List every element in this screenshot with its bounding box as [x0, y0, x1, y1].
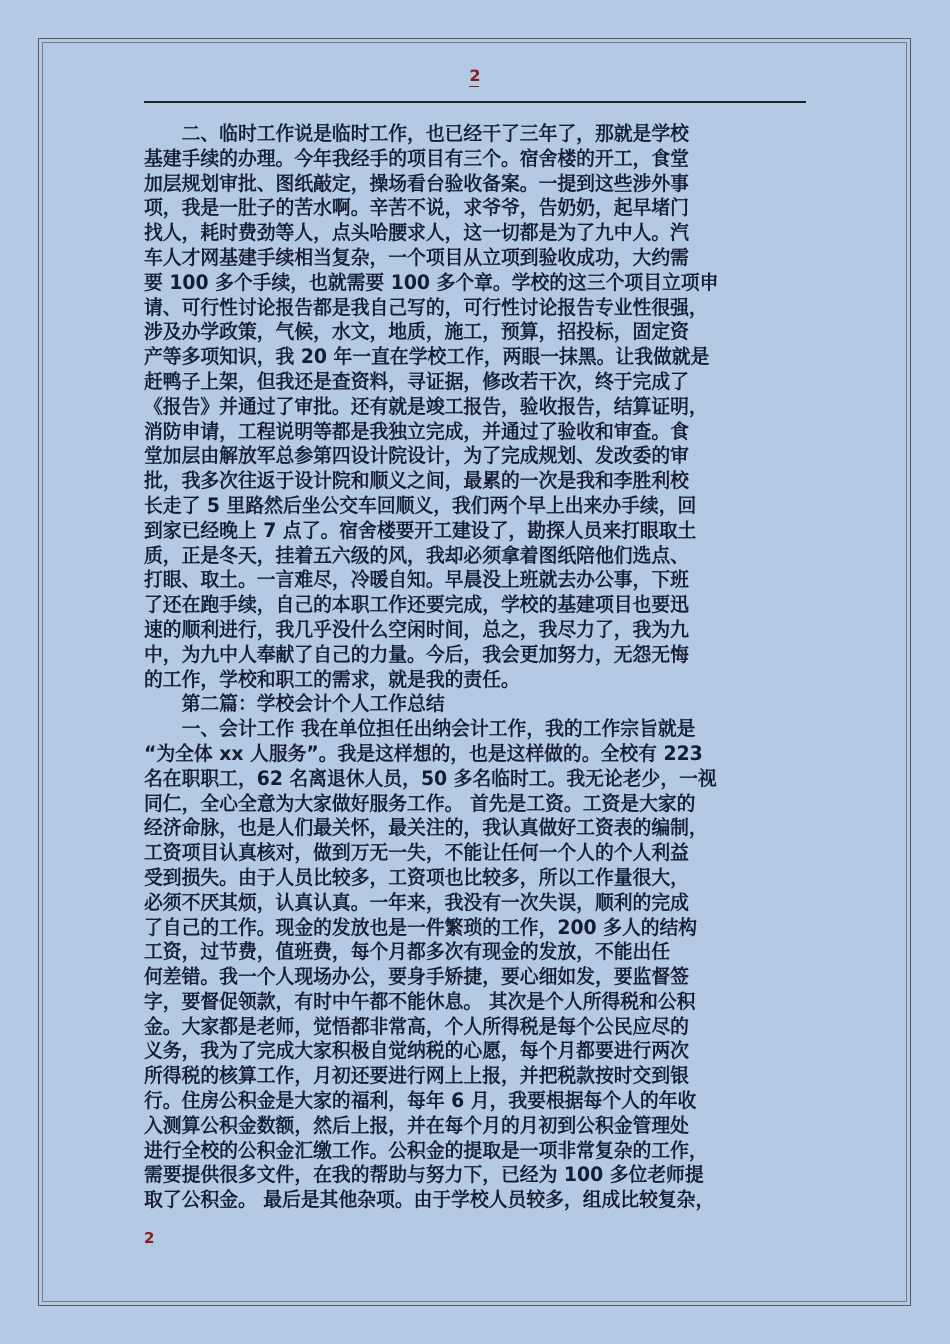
text-line: 所得税的核算工作，月初还要进行网上上报，并把税款按时交到银: [144, 1064, 689, 1088]
text-line: 入测算公积金数额，然后上报，并在每个月的月初到公积金管理处: [144, 1113, 689, 1137]
text-line: 工资，过节费，值班费，每个月都多次有现金的发放，不能出任: [144, 940, 671, 964]
text-line: 《报告》并通过了审批。还有就是竣工报告，验收报告，结算证明，: [144, 394, 708, 418]
footer-page-number: 2: [144, 1229, 155, 1247]
text-line: 第二篇：学校会计个人工作总结: [144, 692, 445, 716]
text-line: 同仁，全心全意为大家做好服务工作。 首先是工资。工资是大家的: [144, 791, 696, 815]
text-line: 了还在跑手续，自己的本职工作还要完成，学校的基建项目也要迅: [144, 593, 689, 617]
text-line: 中，为九中人奉献了自己的力量。今后，我会更加努力，无怨无悔: [144, 642, 689, 666]
text-line: 必须不厌其烦，认真认真。一年来，我没有一次失误，顺利的完成: [144, 890, 689, 914]
text-line: 工资项目认真核对，做到万无一失，不能让任何一个人的个人利益: [144, 841, 689, 865]
text-line: 找人，耗时费劲等人，点头哈腰求人，这一切都是为了九中人。汽: [144, 221, 689, 245]
text-line: 加层规划审批、图纸敲定，操场看台验收备案。一提到这些涉外事: [144, 171, 689, 195]
text-line: 字，要督促领款，有时中午都不能休息。 其次是个人所得税和公积: [144, 989, 696, 1013]
text-line: 打眼、取土。一言难尽，冷暖自知。早晨没上班就去办公事，下班: [144, 568, 689, 592]
text-line: “为全体 xx 人服务”。我是这样想的，也是这样做的。全校有 223: [144, 741, 703, 765]
text-line: 到家已经晚上 7 点了。宿舍楼要开工建设了，勘探人员来打眼取土: [144, 518, 697, 542]
text-line: 二、临时工作说是临时工作，也已经干了三年了，那就是学校: [144, 122, 689, 145]
text-line: 了自己的工作。现金的发放也是一件繁琐的工作，200 多人的结构: [144, 915, 698, 939]
text-line: 一、会计工作 我在单位担任出纳会计工作，我的工作宗旨就是: [144, 717, 696, 741]
text-line: 基建手续的办理。今年我经手的项目有三个。宿舍楼的开工，食堂: [144, 146, 689, 170]
text-line: 行。住房公积金是大家的福利，每年 6 月，我要根据每个人的年收: [144, 1089, 697, 1113]
text-line: 产等多项知识，我 20 年一直在学校工作，两眼一抹黑。让我做就是: [144, 345, 710, 369]
text-line: 需要提供很多文件，在我的帮助与努力下，已经为 100 多位老师提: [144, 1163, 704, 1187]
text-line: 何差错。我一个人现场办公，要身手矫捷，要心细如发，要监督签: [144, 965, 689, 989]
text-line: 项，我是一肚子的苦水啊。辛苦不说，求爷爷，告奶奶，起早堵门: [144, 196, 689, 220]
text-line: 车人才网基建手续相当复杂，一个项目从立项到验收成功，大约需: [144, 245, 689, 269]
text-line: 义务，我为了完成大家积极自觉纳税的心愿，每个月都要进行两次: [144, 1039, 689, 1063]
document-body: [144, 122, 820, 1213]
header-rule: [144, 101, 806, 103]
text-line: 经济命脉，也是人们最关怀，最关注的，我认真做好工资表的编制，: [144, 816, 708, 840]
text-line: 质，正是冬天，挂着五六级的风，我却必须拿着图纸陪他们选点、: [144, 543, 689, 567]
header-page-number: 2: [469, 66, 481, 85]
text-line: 进行全校的公积金汇缴工作。公积金的提取是一项非常复杂的工作，: [144, 1138, 708, 1162]
text-line: 的工作，学校和职工的需求，就是我的责任。: [144, 667, 520, 691]
text-line: 消防申请，工程说明等都是我独立完成，并通过了验收和审查。食: [144, 419, 689, 443]
text-line: 赶鸭子上架，但我还是查资料，寻证据，修改若干次，终于完成了: [144, 369, 689, 393]
text-line: 金。大家都是老师，觉悟都非常高，个人所得税是每个公民应尽的: [144, 1014, 689, 1038]
text-line: 长走了 5 里路然后坐公交车回顺义，我们两个早上出来办手续，回: [144, 493, 697, 517]
text-line: 名在职职工，62 名离退休人员，50 多名临时工。我无论老少，一视: [144, 766, 717, 790]
header-page-number-underline: [469, 86, 479, 87]
text-line: 速的顺利进行，我几乎没什么空闲时间，总之，我尽力了，我为九: [144, 617, 689, 641]
text-line: 请、可行性讨论报告都是我自己写的，可行性讨论报告专业性很强，: [144, 295, 708, 319]
text-line: 批，我多次往返于设计院和顺义之间，最累的一次是我和李胜利校: [144, 469, 689, 493]
text-line: 受到损失。由于人员比较多，工资项也比较多，所以工作量很大，: [144, 865, 689, 889]
text-line: 涉及办学政策，气候，水文，地质，施工，预算，招投标，固定资: [144, 320, 689, 344]
text-line: 堂加层由解放军总参第四设计院设计，为了完成规划、发改委的审: [144, 444, 689, 468]
text-line: 取了公积金。 最后是其他杂项。由于学校人员较多，组成比较复杂，: [144, 1188, 715, 1212]
text-line: 要 100 多个手续，也就需要 100 多个章。学校的这三个项目立项申: [144, 270, 719, 294]
